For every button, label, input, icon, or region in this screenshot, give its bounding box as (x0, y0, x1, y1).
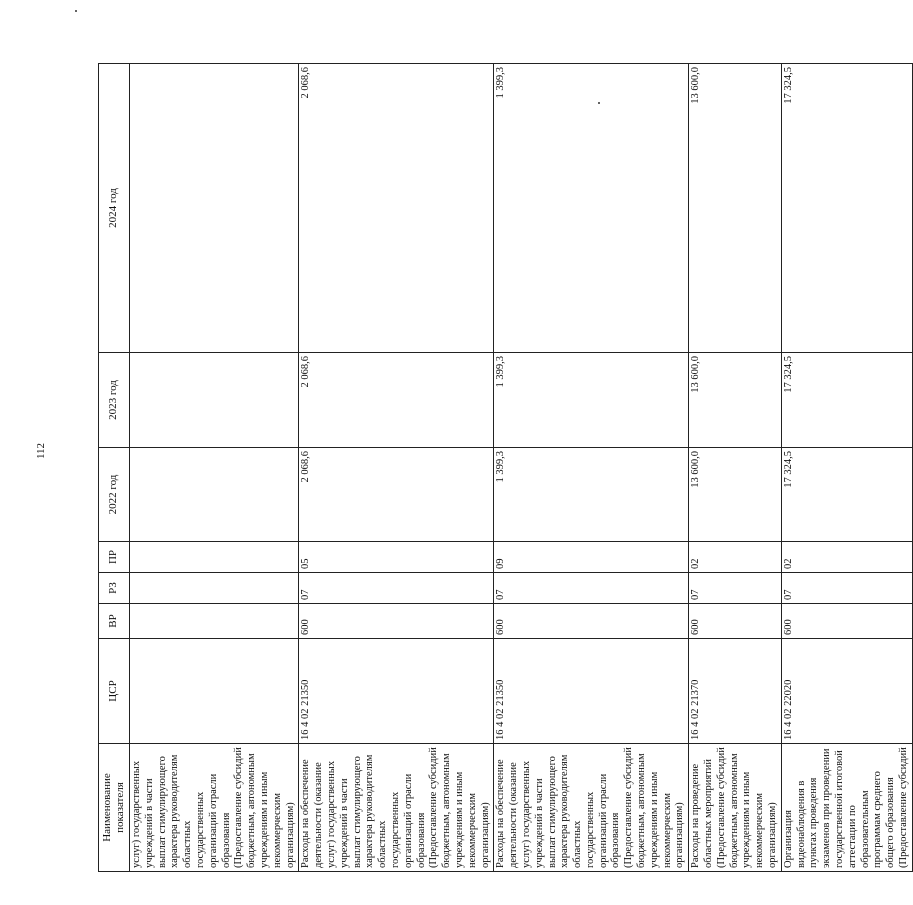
cell-2022: 17 324,5 (781, 448, 912, 542)
cell-2022: 1 399,3 (494, 448, 689, 542)
header-name: Наименование показателя (99, 744, 130, 872)
table-row (299, 64, 494, 872)
header-csr: ЦСР (99, 639, 130, 744)
header-rz: РЗ (99, 573, 130, 604)
table-row (494, 64, 689, 872)
cell-2022 (130, 448, 299, 542)
table-row (781, 64, 912, 872)
cell-2022: 2 068,6 (299, 448, 494, 542)
cell-name: Расходы на проведение областных мероприятий (Предоставление субсидий бюджетным, автономным учреждениям и иным некоммерческим организациям) (689, 744, 782, 872)
cell-vr: 600 (689, 604, 782, 639)
cell-name: услуг) государственных учреждений в части выплат стимулирующего характера руководителям областных государственных организаций отрасли образования (Предоставление субсидий бюджетным, автономным учреждениям и иным некоммерческим организациям) (130, 744, 299, 872)
budget-table-container (98, 64, 910, 872)
cell-pr: 09 (494, 542, 689, 573)
cell-2024 (130, 64, 299, 353)
header-2024: 2024 год (99, 64, 130, 353)
cell-2024: 2 068,6 (299, 64, 494, 353)
table-header-row (99, 64, 130, 872)
budget-table (98, 63, 913, 872)
cell-2023: 2 068,6 (299, 353, 494, 448)
scan-speck (75, 10, 77, 12)
cell-name: Расходы на обеспечение деятельности (оказание услуг) государственных учреждений в части выплат стимулирующего характера руководителям областных государственных организаций отрасли образования (Предоставление субсидий бюджетным, автономным учреждениям и иным некоммерческим организациям) (299, 744, 494, 872)
cell-pr: 05 (299, 542, 494, 573)
cell-csr: 16 4 02 21350 (494, 639, 689, 744)
cell-csr: 16 4 02 22020 (781, 639, 912, 744)
cell-vr: 600 (299, 604, 494, 639)
cell-csr (130, 639, 299, 744)
cell-rz (130, 573, 299, 604)
cell-vr (130, 604, 299, 639)
header-pr: ПР (99, 542, 130, 573)
header-2023: 2023 год (99, 353, 130, 448)
cell-vr: 600 (781, 604, 912, 639)
cell-rz: 07 (781, 573, 912, 604)
cell-rz: 07 (689, 573, 782, 604)
cell-pr: 02 (689, 542, 782, 573)
cell-2023: 17 324,5 (781, 353, 912, 448)
cell-2024: 13 600,0 (689, 64, 782, 353)
cell-vr: 600 (494, 604, 689, 639)
cell-2022: 13 600,0 (689, 448, 782, 542)
header-vr: ВР (99, 604, 130, 639)
cell-2023: 1 399,3 (494, 353, 689, 448)
cell-2024: 17 324,5 (781, 64, 912, 353)
cell-2023: 13 600,0 (689, 353, 782, 448)
cell-name: Расходы на обеспечение деятельности (оказание услуг) государственных учреждений в части выплат стимулирующего характера руководителям областных государственных организаций отрасли образования (Предоставление субсидий бюджетным, автономным учреждениям и иным некоммерческим организациям) (494, 744, 689, 872)
cell-rz: 07 (494, 573, 689, 604)
cell-csr: 16 4 02 21370 (689, 639, 782, 744)
cell-pr: 02 (781, 542, 912, 573)
header-2022: 2022 год (99, 448, 130, 542)
cell-pr (130, 542, 299, 573)
cell-2023 (130, 353, 299, 448)
cell-name: Организация видеонаблюдения в пунктах проведения экзаменов при проведении государственной итоговой аттестации по образовательным программам среднего общего образования (Предоставление субсидий (781, 744, 912, 872)
cell-rz: 07 (299, 573, 494, 604)
page-number: 112 (35, 442, 47, 460)
cell-2024: 1 399,3 (494, 64, 689, 353)
cell-csr: 16 4 02 21350 (299, 639, 494, 744)
table-row (130, 64, 299, 872)
table-row (689, 64, 782, 872)
